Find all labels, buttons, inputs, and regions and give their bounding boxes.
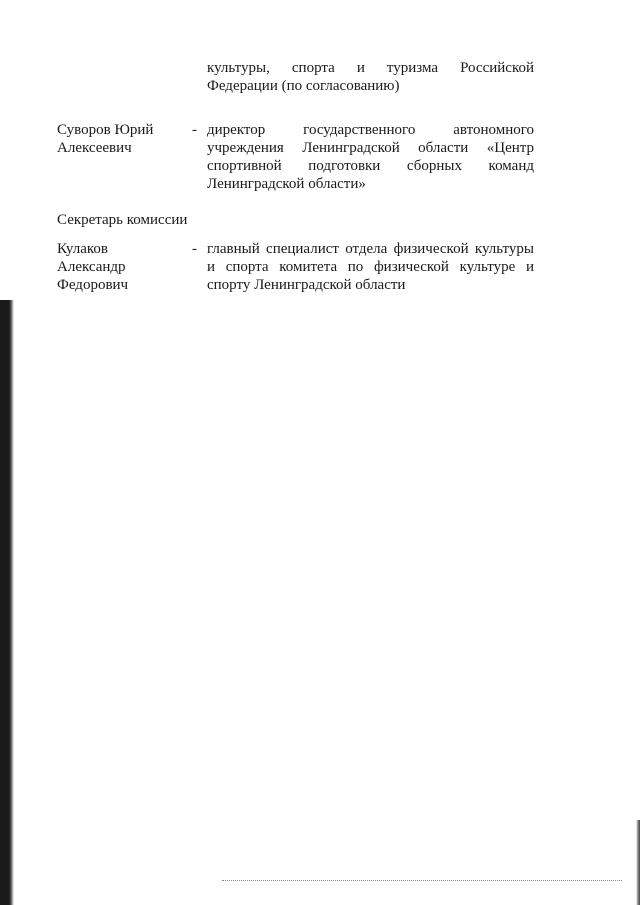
secretary-heading: Секретарь комиссии [57, 212, 188, 228]
secretary-dash: - [192, 241, 197, 257]
scan-edge-left [0, 300, 14, 905]
entry-dash: - [192, 122, 197, 138]
secretary-name: Кулаков Александр Федорович [57, 241, 129, 293]
scan-edge-right [636, 820, 640, 905]
member-description-suvorov: директор государственного автономного учреждения Ленинградской области «Центр спортивной подготовки сборных команд Ленинградской области» [207, 122, 534, 192]
member-name-suvorov: Суворов Юрий Алексеевич [57, 122, 154, 156]
secretary-description: главный специалист отдела физической культуры и спорта комитета по физической культуре и спорту Ленинградской области [207, 241, 534, 293]
entry-continuation-description: культуры, спорта и туризма Российской Федерации (по согласованию) [207, 60, 534, 94]
scan-artifact-line [222, 880, 622, 881]
